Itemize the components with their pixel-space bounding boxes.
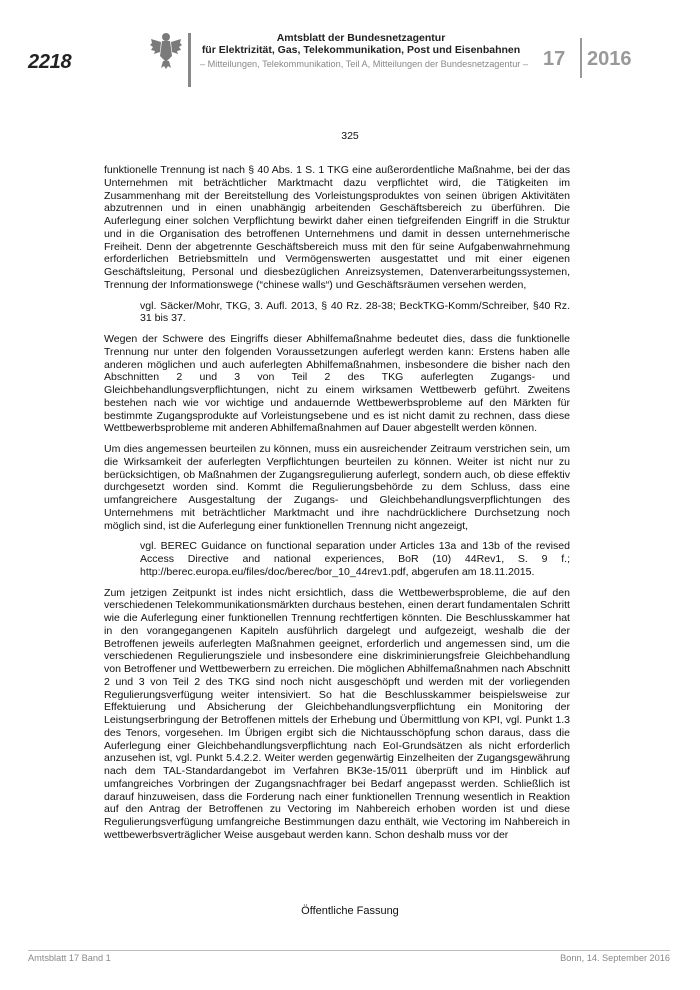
document-page-number: 325 xyxy=(341,130,359,142)
footer-date: Bonn, 14. September 2016 xyxy=(560,953,670,963)
footer-volume: Amtsblatt 17 Band 1 xyxy=(28,953,111,963)
document-body xyxy=(104,164,570,850)
federal-eagle-icon xyxy=(150,30,182,70)
issue-number: 17 xyxy=(543,48,566,70)
citation: vgl. BEREC Guidance on functional separation under Articles 13a and 13b of the revised Access Directive and national experiences, BoR (10) 44Rev1, S. 9 f.; http://berec.europa.eu/files/doc/berec/bor_10_44rev1.pdf, abgerufen am 18.11.2015. xyxy=(140,540,570,578)
paragraph: Zum jetzigen Zeitpunkt ist indes nicht ersichtlich, dass die Wettbewerbsprobleme, die auf den verschiedenen Telekommunikationsmärkten durchaus bestehen, einen derart fundamentalen Schritt wie die Auferlegung einer funktionellen Trennung rechtfertigen könnten. Die Beschlusskammer hat in den vorangegangenen Kapiteln ausführlich dargelegt und aufgezeigt, weshalb die der Betroffenen jeweils auferlegten Maßnahmen geeignet, erforderlich und angemessen sind, um die verschiedenen Regulierungsziele und insbesondere eine diskriminierungsfreie Gleichbehandlung von Betroffener und Wettbewerbern zu erreichen. Die möglichen Abhilfemaßnahmen nach Abschnitt 2 und 3 von Teil 2 des TKG sind noch nicht ausgeschöpft und werden mit der vorliegenden Regulierungsverfügung weiter intensiviert. So hat die Beschlusskammer beispielsweise zur Effektuierung und Absicherung der Gleichbehandlungsverpflichtung ein Monitoring der Leistungserbringung der Betroffenen mittels der Erhebung und Übermittlung von KPI, vgl. Punkt 1.3 des Tenors, vorgesehen. Im Übrigen ergibt sich die Nichtausschöpfung schon daraus, dass die Auferlegung einer Gleichbehandlungsverpflichtung nach EoI-Grundsätzen als nicht erforderlich anzusehen ist, vgl. Punkt 5.4.2.2. Weiter werden gegenwärtig Einzelheiten der Zugangsgewährung nach dem TAL-Standardangebot im Verfahren BK3e-15/011 überprüft und im Hinblick auf umfangreiches Vorbringen der Zugangsnachfrager bei Bedarf angepasst werden. Schließlich ist darauf hinzuweisen, dass die Forderung nach einer funktionellen Trennung wesentlich in Reaktion auf den Antrag der Betroffenen zu Vectoring im Nahbereich erhoben worden ist und diese Regulierungsverfügung umfangreiche Bestimmungen dazu enthält, wie Vectoring im Nahbereich in wettbewerbsverträglicher Weise ausgebaut werden kann. Schon deshalb muss vor der xyxy=(104,586,570,841)
journal-title-line2: für Elektrizität, Gas, Telekommunikation, Post und Eisenbahnen xyxy=(201,44,521,56)
journal-subtitle: – Mitteilungen, Telekommunikation, Teil A, Mitteilungen der Bundesnetzagentur – xyxy=(199,59,529,69)
paragraph: Wegen der Schwere des Eingriffs dieser Abhilfemaßnahme bedeutet dies, dass die funktionelle Trennung nur unter den folgenden Voraussetzungen auferlegt werden kann: Erstens haben alle anderen möglichen und auch auferlegten Abhilfemaßnahmen, insbesondere die bisher nach den Abschnitten 2 und 3 von Teil 2 des TKG auferlegten Zugangs- und Gleichbehandlungsverpflichtungen, nicht zu einem wirksamen Wettbewerb geführt. Zweitens bestehen nach wie vor wichtige und andauernde Wettbewerbsprobleme auf den Märkten für bestimmte Zugangsprodukte auf Vorleistungsebene und es ist nicht damit zu rechnen, dass diese Wettbewerbsprobleme mit anderen Abhilfemaßnahmen auf Dauer abgestellt werden können. xyxy=(104,333,570,435)
journal-title xyxy=(196,32,526,56)
public-version-label: Öffentliche Fassung xyxy=(301,905,399,917)
header-divider xyxy=(188,33,191,87)
issue-year: 2016 xyxy=(587,48,632,70)
paragraph: Um dies angemessen beurteilen zu können, muss ein ausreichender Zeitraum verstrichen sein, um die Wirksamkeit der auferlegten Verpflichtungen beurteilen zu können. Weiter ist nicht nur zu berücksichtigen, ob Maßnahmen der Zugangsregulierung auferlegt, sondern auch, ob diese effektiv durchgesetzt worden sind. Kommt die Regulierungsbehörde zu dem Schluss, dass eine umfangreichere Ausgestaltung der Zugangs- und Gleichbehandlungsverpflichtungen des Unternehmens mit beträchtlicher Marktmacht und ihre nachdrücklichere Durchsetzung noch möglich sind, ist die Auferlegung einer funktionellen Trennung nicht angezeigt, xyxy=(104,443,570,532)
header-page-number: 2218 xyxy=(28,51,72,73)
issue-divider xyxy=(580,38,582,78)
journal-title-line1: Amtsblatt der Bundesnetzagentur xyxy=(276,32,446,44)
footer-divider xyxy=(28,950,670,951)
citation: vgl. Säcker/Mohr, TKG, 3. Aufl. 2013, § 40 Rz. 28-38; BeckTKG-Komm/Schreiber, §40 Rz. 31 bis 37. xyxy=(140,299,570,325)
paragraph: funktionelle Trennung ist nach § 40 Abs. 1 S. 1 TKG eine außerordentliche Maßnahme, bei der das Unternehmen mit beträchtlicher Marktmacht dazu verpflichtet wird, die Tätigkeiten im Zusammenhang mit der Bereitstellung des Vorleistungsproduktes von seinen übrigen Aktivitäten abzutrennen und in einen unabhängig arbeitenden Geschäftsbereich zu überführen. Die Auferlegung einer solchen Verpflichtung bewirkt daher einen tiefgreifenden Eingriff in die Struktur und in die Organisation des betroffenen Unternehmens und damit in dessen unternehmerische Freiheit. Denn der abgetrennte Geschäftsbereich muss mit den für seine Aufgabenwahrnehmung erforderlichen Betriebsmitteln und Vermögenswerten ausgestattet und mit einer eigenen Geschäftsleitung, Personal und diesbezüglichen Anreizsystemen, Datenverarbeitungssystemen, Trennung der Informationswege (“chinese walls“) und Geschäftsräumen versehen werden, xyxy=(104,164,570,291)
